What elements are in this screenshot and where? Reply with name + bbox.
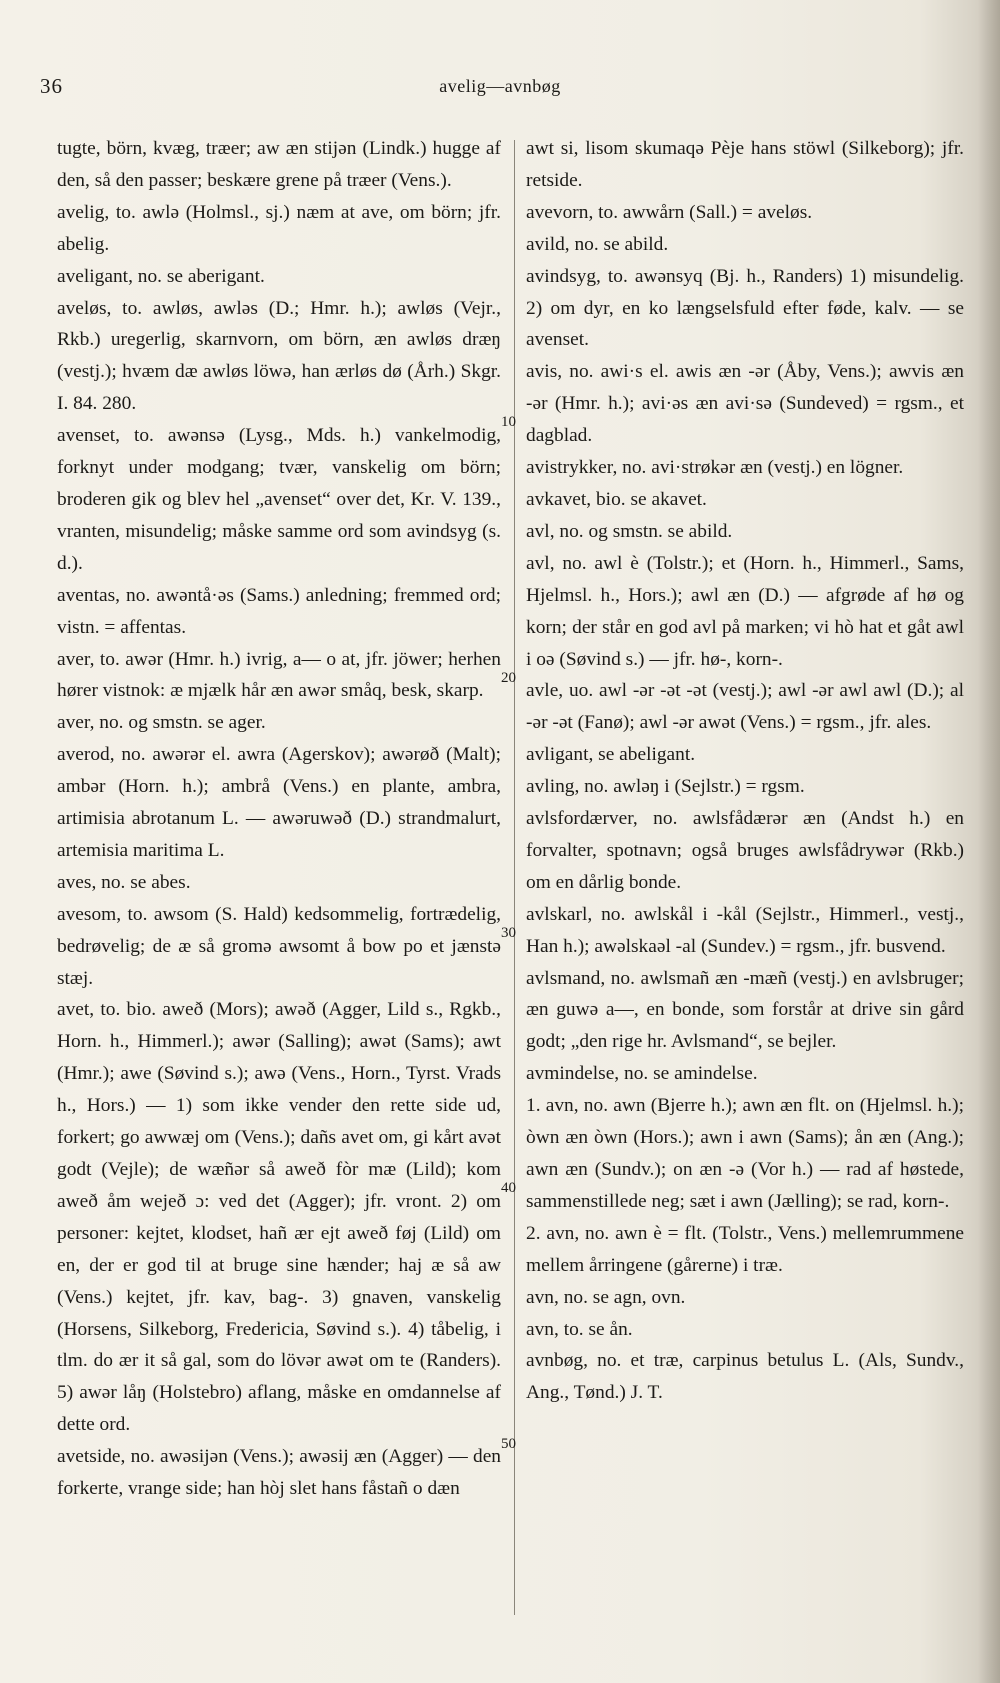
- entry-aver-to: aver, to. awər (Hmr. h.) ivrig, a— o at, jfr. jöwer; herhen hører vistnok: æ mjælk hår æn awər småq, besk, skarp.: [57, 648, 501, 702]
- entry-aver-no: aver, no. og smstn. se ager.: [57, 712, 266, 734]
- line-number-10: 10: [501, 414, 516, 430]
- entry-avelig: avelig, to. awlə (Holmsl., sj.) næm at ave, om börn; jfr. abelig.: [57, 201, 501, 255]
- entry-avetside: avetside, no. awəsijən (Vens.); awəsij æn (Agger) — den forkerte, vrange side; han hòj slet hans fåstañ o dæn: [57, 1446, 501, 1500]
- column-divider: [514, 140, 515, 1615]
- entry-aves: aves, no. se abes.: [57, 871, 191, 893]
- entry-avlsfordaerver: avlsfordærver, no. awlsfådærər æn (Andst h.) en forvalter, spotnavn; også bruges awlsfådrywər (Rkb.) om en dårlig bonde.: [526, 808, 964, 893]
- binding-shadow: [978, 0, 1000, 1683]
- entry-avlsmand: avlsmand, no. awlsmañ æn -mæñ (vestj.) en avlsbruger; æn guwə a—, en bonde, som forstår at drive sin gård godt; „den rige hr. Avlsmand“, se bejler.: [526, 967, 964, 1053]
- entry-avl: avl, no. awl è (Tolstr.); et (Horn. h., Himmerl., Sams, Hjelmsl. h., Hors.); awl æn (D.) — afgrøde af hø og korn; der står en god avl på marken; vi hò hat et gåt awl i oə (Søvind s.) — jfr. hø-, korn-.: [526, 552, 964, 670]
- entry-avligant: avligant, se abeligant.: [526, 744, 696, 766]
- entry-avindsyg: avindsyg, to. awənsyq (Bj. h., Randers) 1) misundelig. 2) om dyr, en ko længselsfuld efter føde, kalv. — se avenset.: [526, 265, 964, 351]
- entry-avle: avle, uo. awl -ər -ət -ət (vestj.); awl -ər awl awl (D.); al -ər -ət (Fanø); awl -ər awət (Vens.) = rgsm., jfr. ales.: [526, 680, 964, 734]
- entry-avesom: avesom, to. awsom (S. Hald) kedsommelig, fortrædelig, bedrøvelig; de æ så gromə awsomt å bow po et jænstə stæj.: [57, 903, 501, 989]
- running-head: avelig—avnbøg: [439, 76, 561, 96]
- entry-avmindelse: avmindelse, no. se amindelse.: [526, 1063, 758, 1085]
- entry-avn-no: avn, no. se agn, ovn.: [526, 1286, 686, 1308]
- entry-avenset: avenset, to. awənsə (Lysg., Mds. h.) vankelmodig, forknyt under modgang; tvær, vanskelig om börn; broderen gik og blev hel „avenset“ over det, Kr. V. 139., vranten, misundelig; måske samme ord som avindsyg (s. d.).: [57, 425, 501, 574]
- line-number-40: 40: [501, 1180, 516, 1196]
- line-number-30: 30: [501, 925, 516, 941]
- entry-avevorn: avevorn, to. awwårn (Sall.) = aveløs.: [526, 201, 813, 223]
- entry-avelos: aveløs, to. awløs, awləs (D.; Hmr. h.); awløs (Vejr., Rkb.) uregerlig, skarnvorn, om börn, æn awløs dræŋ (vestj.); hvæm dæ awløs löwə, han ærløs dø (Årh.) Skgr. I. 84. 280.: [57, 297, 501, 415]
- line-number-20: 20: [501, 670, 516, 686]
- entry-tugte-continuation: tugte, börn, kvæg, træer; aw æn stijən (Lindk.) hugge af den, så den passer; beskære grene på træer (Vens.).: [57, 138, 501, 191]
- entry-avlskarl: avlskarl, no. awlskål i -kål (Sejlstr., Himmerl., vestj., Han h.); awəlskaəl -al (Sundev.) = rgsm., jfr. busvend.: [526, 903, 964, 957]
- entry-avet: avet, to. bio. aweð (Mors); awəð (Agger, Lild s., Rgkb., Horn. h., Himmerl.); awər (Salling); awət (Sams); awt (Hmr.); awe (Søvind s.); awə (Vens., Horn., Tyrst. Vrads h., Hors.) — 1) som ikke vender den rette side ud, forkert; go awwæj om (Vens.); dañs avet om, gi kårt avət godt (Vejle); de wæñər så aweð fòr mæ (Lild); kom aweð åm wejeð ɔ: ved det (Agger); jfr. vront. 2) om personer: kejtet, klodset, hañ ær ejt aweð føj (Lild) om en, der er god til at bruge sine hænder; haj æ så aw (Vens.) kejtet, jfr. kav, bag-. 3) gnaven, vanskelig (Horsens, Silkeborg, Fredericia, Søvind s.). 4) tåbelig, i tlm. do ær it så gal, som do lövər awət om te (Randers). 5) awər låŋ (Holstebro) aflang, måske en omdannelse af dette ord.: [57, 999, 501, 1436]
- left-column: [57, 133, 501, 1505]
- entry-avis: avis, no. awi·s el. awis æn -ər (Åby, Vens.); awvis æn -ər (Hmr. h.); avi·əs æn avi·sə (Sundeved) = rgsm., et dagblad.: [526, 361, 964, 447]
- page-number: 36: [40, 74, 63, 98]
- entry-avnbog: avnbøg, no. et træ, carpinus betulus L. (Als, Sundv., Ang., Tønd.) J. T.: [526, 1350, 964, 1404]
- entry-avn-1: 1. avn, no. awn (Bjerre h.); awn æn flt. on (Hjelmsl. h.); òwn æn òwn (Hors.); awn i awn (Sams); ån æn (Ang.); awn æn (Sundv.); on æn -ə (Vor h.) — rad af høstede, sammenstillede neg; sæt i awn (Jælling); se rad, korn-.: [526, 1095, 964, 1212]
- entry-averod: averod, no. awərər el. awra (Agerskov); awərøð (Malt); ambər (Horn. h.); ambrå (Vens.) en plante, ambra, artimisia abrotanum L. — awəruwəð (D.) strandmalurt, artemisia maritima L.: [57, 744, 501, 861]
- entry-avild: avild, no. se abild.: [526, 233, 669, 255]
- entry-aveligant: aveligant, no. se aberigant.: [57, 265, 265, 287]
- entry-avl-smstn: avl, no. og smstn. se abild.: [526, 520, 733, 542]
- entry-avn-to: avn, to. se ån.: [526, 1318, 633, 1340]
- line-number-50: 50: [501, 1436, 516, 1452]
- entry-avetside-continuation: awt si, lisom skumaqə Pèje hans stöwl (Silkeborg); jfr. retside.: [526, 138, 964, 191]
- right-column: [526, 133, 964, 1409]
- entry-avistrykker: avistrykker, no. avi·strøkər æn (vestj.) en lögner.: [526, 457, 904, 479]
- entry-avkavet: avkavet, bio. se akavet.: [526, 488, 707, 510]
- entry-avn-2: 2. avn, no. awn è = flt. (Tolstr., Vens.) mellemrummene mellem årringene (gårerne) i træ.: [526, 1222, 964, 1276]
- entry-avling: avling, no. awləŋ i (Sejlstr.) = rgsm.: [526, 776, 805, 798]
- entry-aventas: aventas, no. awəntå·əs (Sams.) anledning; fremmed ord; vistn. = affentas.: [57, 584, 501, 638]
- page-header: [40, 74, 960, 104]
